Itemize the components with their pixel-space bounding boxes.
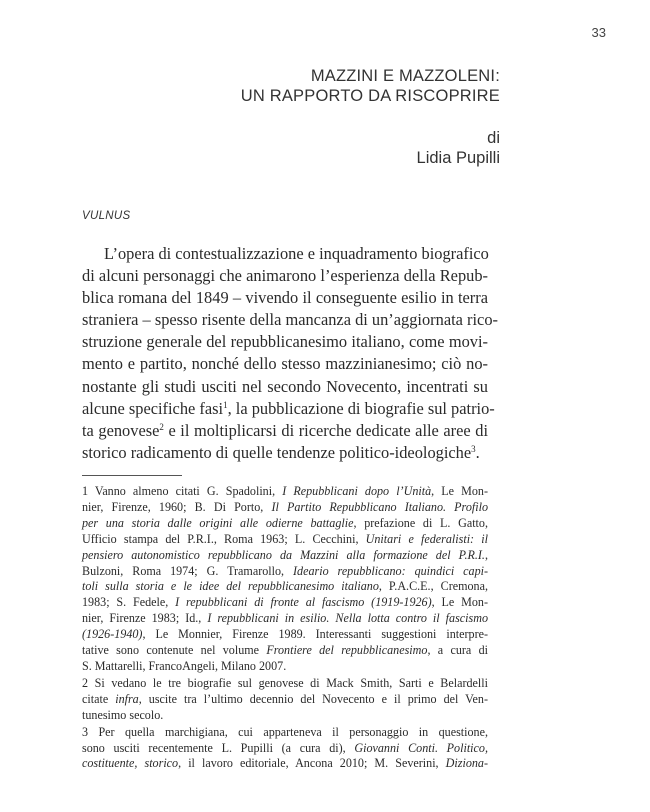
footnote-2	[82, 676, 488, 724]
footnote-text: , Le Monnier, Firenze 1989. Interessanti suggestioni interpre-	[142, 627, 488, 642]
footnote-ref-1[interactable]: 1	[223, 399, 228, 410]
article-title-line-1: MAZZINI E MAZZOLENI:	[310, 67, 500, 85]
footnote-text: , uscite tra l’ultimo decennio del Novecento e il primo del Ven-	[138, 691, 488, 706]
article-title	[241, 66, 500, 106]
footnote-line	[82, 500, 488, 516]
footnote-text: , a cura di	[427, 643, 488, 658]
footnote-italic: Ideario repubblicano: quindici capi-	[293, 563, 489, 578]
footnote-line	[82, 725, 488, 741]
author-name: Lidia Pupilli	[416, 149, 500, 167]
footnote-italic: I repubblicani di fronte al fascismo (1919-1926)	[175, 595, 432, 610]
author-prefix: di	[487, 129, 500, 147]
footnote-text: 3 Per quella marchigiana, cui apparteneva il personaggio in questione,	[82, 724, 488, 739]
body-paragraph	[82, 243, 498, 464]
footnote-1	[82, 484, 488, 675]
footnote-italic: (1926-1940)	[82, 627, 143, 642]
section-label: VULNUS	[82, 210, 131, 222]
body-line	[82, 442, 488, 464]
footnote-ref-2[interactable]: 2	[159, 421, 164, 432]
footnote-text: nier, Firenze 1983; Id.,	[82, 611, 208, 626]
body-line: struzione generale del repubblicanesimo italiano, come movi-	[82, 332, 488, 352]
footnote-text: Ufficio stampa del P.R.I., Roma 1963; L. Cecchini,	[82, 531, 366, 546]
footnote-line	[82, 676, 488, 692]
footnote-italic: Unitari e federalisti: il	[365, 531, 488, 546]
body-line: nostante gli studi usciti nel secondo Novecento, incentrati su	[82, 376, 488, 396]
footnote-italic: per una storia dalle origini alle odierne battaglie	[82, 515, 354, 530]
footnote-line	[82, 611, 488, 627]
body-text-run: e il moltiplicarsi di ricerche dedicate alle aree di	[163, 420, 488, 440]
footnote-italic: infra	[115, 691, 139, 706]
footnote-italic: I Repubblicani dopo l’Unità	[282, 484, 432, 498]
body-text-run: , la pubblicazione di biografie sul patrio-	[227, 398, 495, 418]
page-number: 33	[591, 25, 606, 40]
footnote-ref-3[interactable]: 3	[471, 443, 476, 454]
body-line	[82, 420, 488, 442]
body-text-run: alcune specifiche fasi	[82, 398, 224, 418]
footnote-line	[82, 708, 488, 724]
footnote-italic: Giovanni Conti. Politico,	[354, 740, 488, 755]
footnote-line	[82, 484, 488, 500]
footnote-3	[82, 725, 488, 773]
footnote-text: ,	[484, 547, 488, 562]
footnote-text: nier, Firenze, 1960; B. Di Porto,	[82, 499, 272, 514]
footnote-italic: Il Partito Repubblicano Italiano. Profilo	[271, 499, 488, 514]
footnote-text: , Le Mon-	[431, 595, 488, 610]
body-text-run: storico radicamento di quelle tendenze politico-ideologiche	[82, 442, 472, 462]
footnote-text: 1 Vanno almeno citati G. Spadolini,	[82, 484, 283, 498]
footnote-text: tative sono contenute nel volume	[82, 643, 267, 658]
footnote-text: citate	[82, 691, 116, 706]
footnote-italic: Frontiere del repubblicanesimo	[266, 643, 428, 658]
footnote-text: , prefazione di L. Gatto,	[353, 515, 488, 530]
body-line: straniera – spesso risente della mancanza di un’aggiornata rico-	[82, 310, 498, 330]
footnote-text: sono usciti recentemente L. Pupilli (a cura di),	[82, 740, 355, 755]
footnote-text: , P.A.C.E., Cremona,	[378, 579, 488, 594]
footnote-italic: I repubblicani in esilio. Nella lotta contro il fascismo	[207, 611, 488, 626]
footnote-separator	[82, 475, 182, 476]
footnote-text: tunesimo secolo.	[82, 707, 164, 722]
footnote-italic: Diziona-	[445, 756, 488, 771]
footnote-text: Bulzoni, Roma 1974; G. Tramarollo,	[82, 563, 294, 578]
footnote-line	[82, 741, 488, 757]
footnotes	[82, 484, 488, 773]
footnote-italic: costituente, storico	[82, 756, 179, 771]
body-line: mento e partito, nonché dello stesso mazzinianesimo; ciò no-	[82, 354, 488, 374]
footnote-line	[82, 643, 488, 659]
body-text-run: ta genovese	[82, 420, 160, 440]
body-line: blica romana del 1849 – vivendo il conseguente esilio in terra	[82, 288, 488, 308]
footnote-text: 1983; S. Fedele,	[82, 595, 176, 610]
footnote-text: , il lavoro editoriale, Ancona 2010; M. Severini,	[178, 756, 446, 771]
footnote-line	[82, 579, 488, 595]
footnote-line	[82, 548, 488, 564]
footnote-text: S. Mattarelli, FrancoAngeli, Milano 2007.	[82, 658, 287, 673]
footnote-text: , Le Mon-	[431, 484, 488, 498]
article-title-line-2: UN RAPPORTO DA RISCOPRIRE	[240, 87, 500, 105]
footnote-line	[82, 627, 488, 643]
body-text-run: .	[475, 442, 480, 462]
body-line: L’opera di contestualizzazione e inquadramento biografico	[104, 244, 489, 263]
footnote-line	[82, 532, 488, 548]
footnote-line	[82, 692, 488, 708]
footnote-text: 2 Si vedano le tre biografie sul genovese di Mack Smith, Sarti e Belardelli	[82, 675, 488, 690]
body-line	[82, 398, 495, 420]
footnote-line	[82, 516, 488, 532]
author-block	[417, 128, 500, 168]
footnote-line	[82, 595, 488, 611]
footnote-line	[82, 659, 488, 675]
footnote-line	[82, 756, 488, 772]
footnote-italic: toli sulla storia e le idee del repubblicanesimo italiano	[82, 579, 379, 594]
body-line: di alcuni personaggi che animarono l’esperienza della Repub-	[82, 266, 488, 286]
footnote-line	[82, 564, 488, 580]
footnote-italic: pensiero autonomistico repubblicano da Mazzini alla formazione del P.R.I.	[82, 547, 485, 562]
